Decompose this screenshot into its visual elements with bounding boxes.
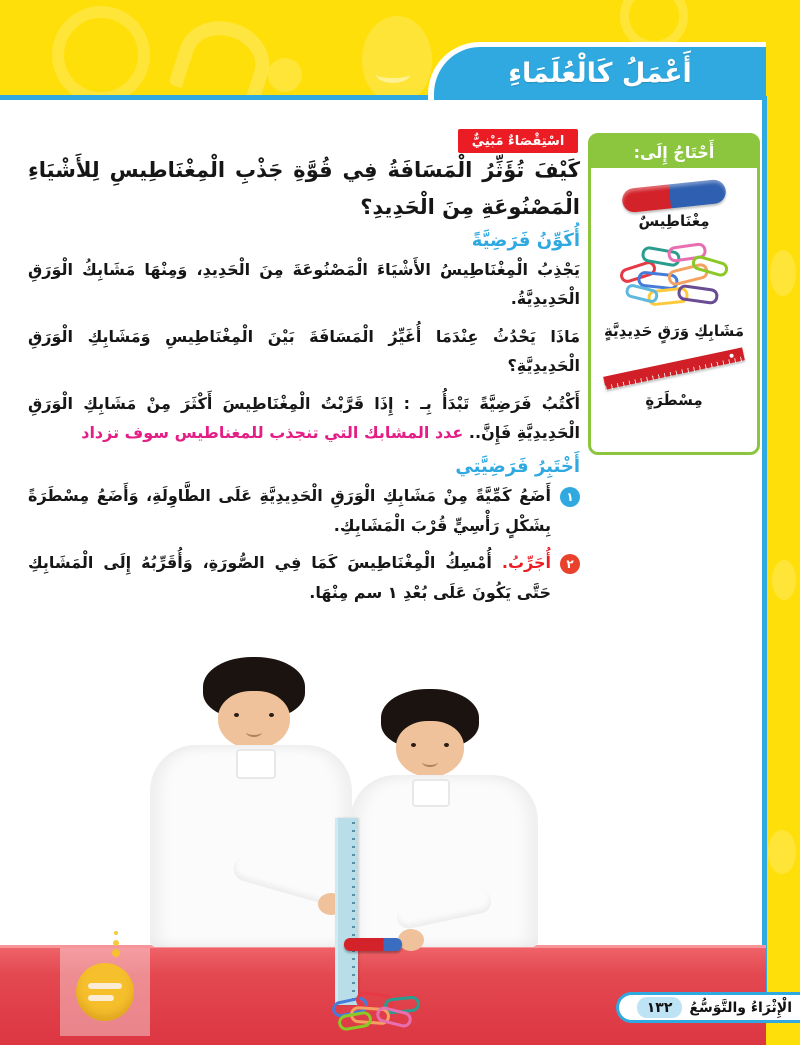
footer-section-label: الْإِثْرَاءُ والتَّوَسُّعُ <box>689 999 792 1016</box>
step-1 <box>28 481 580 540</box>
step-number-badge: ١ <box>560 487 580 507</box>
bar-magnet <box>344 938 402 951</box>
page-number-badge: ١٣٢ <box>637 997 683 1018</box>
procedure-steps <box>28 481 580 607</box>
page-title: أَعْمَلُ كَالْعُلَمَاءِ <box>508 58 692 89</box>
student-answer: عدد المشابك التي تنجذب للمغناطيس سوف تزداد <box>81 423 464 443</box>
hypothesis-prompt: أَكْتُبُ فَرَضِيَّةً تَبْدَأُ بِـ : إِذَا قَرَّبْتُ الْمِغْنَاطِيسَ أَكْثَرَ مِنْ مَشَابِكِ الْوَرَقِ الْحَدِيدِيَّةِ فَإِنَّ.. <box>28 393 580 443</box>
step-lead: أُجَرِّبُ. <box>501 553 551 573</box>
test-hypothesis-heading: أَخْتَبِرُ فَرَضِيَّتِي <box>455 456 580 478</box>
boy-right-hand <box>398 929 424 951</box>
step-body: أَضَعُ كَمِّيَّةً مِنْ مَشَابِكِ الْوَرَقِ الْحَدِيدِيَّةِ عَلَى الطَّاوِلَةِ، وَأَضَعُ مِسْطَرَةً بِشَكْلٍ رَأْسِيٍّ قُرْبَ الْمَشَابِكِ. <box>28 486 551 535</box>
boy-right-collar <box>412 779 450 807</box>
decorative-blob <box>768 830 796 874</box>
footer-ribbon <box>616 992 800 1023</box>
hypothesis-prompt-line <box>28 389 580 448</box>
question-title: كَيْفَ تُؤَثِّرُ الْمَسَافَةُ فِي قُوَّةِ جَذْبِ الْمِغْنَاطِيسِ لِلأَشْيَاءِ الْمَصْنُوعَةِ مِنَ الْحَدِيدِ؟ <box>28 158 580 219</box>
boy-left-collar <box>236 749 276 779</box>
ruler-icon <box>603 347 745 389</box>
boy-left-face <box>218 691 290 749</box>
magnet-icon <box>621 179 727 214</box>
decorative-blob <box>362 16 432 104</box>
decorative-blob <box>268 58 302 92</box>
lesson-banner <box>428 42 766 100</box>
hypothesis-paragraph-2: مَاذَا يَحْدُثُ عِنْدَمَا أُغَيِّرُ الْمَسَافَةَ بَيْنَ الْمِغْنَاطِيسِ وَمَشَابِكِ الْوَرَقِ الْحَدِيدِيَّةِ؟ <box>28 326 580 376</box>
step-2 <box>28 548 580 607</box>
main-text-column <box>28 152 580 615</box>
decorative-ring <box>52 6 150 104</box>
step-number-badge: ٢ <box>560 554 580 574</box>
paper-clips-icon <box>613 240 735 318</box>
ien-logo-icon <box>76 963 134 1021</box>
materials-panel <box>588 133 760 455</box>
form-hypothesis-heading: أُكَوِّنُ فَرَضِيَّةً <box>471 229 580 251</box>
step-body: أُمْسِكُ الْمِغْنَاطِيسَ كَمَا فِي الصُّورَةِ، وَأُقَرِّبُهُ إِلَى الْمَشَابِكِ حَتَّى يَكُونَ عَلَى بُعْدِ ١ سم مِنْهَا. <box>28 553 551 602</box>
ien-logo-watermark <box>60 948 150 1036</box>
decorative-blob <box>772 560 796 600</box>
materials-heading: أَحْتَاجُ إِلَى: <box>591 136 757 168</box>
boy-right-face <box>396 721 464 777</box>
hypothesis-paragraph-1: يَجْذِبُ الْمِغْنَاطِيسُ الأَشْيَاءَ الْمَصْنُوعَةَ مِنَ الْحَدِيدِ، وَمِنْهَا مَشَابِكُ الْوَرَقِ الْحَدِيدِيَّةُ. <box>28 259 580 309</box>
material-label: مِغْنَاطِيسٌ <box>638 212 710 230</box>
step-text <box>28 548 551 607</box>
decorative-blob <box>770 250 796 296</box>
vertical-ruler <box>335 818 358 1005</box>
material-label: مَشَابِكِ وَرَقٍ حَدِيدِيَّةٍ <box>603 322 745 340</box>
material-label: مِسْطَرَةٍ <box>645 391 703 409</box>
step-text <box>28 481 551 540</box>
inquiry-type-tag: اسْتِقْصَاءٌ مَبْنِيٌّ <box>458 129 578 153</box>
